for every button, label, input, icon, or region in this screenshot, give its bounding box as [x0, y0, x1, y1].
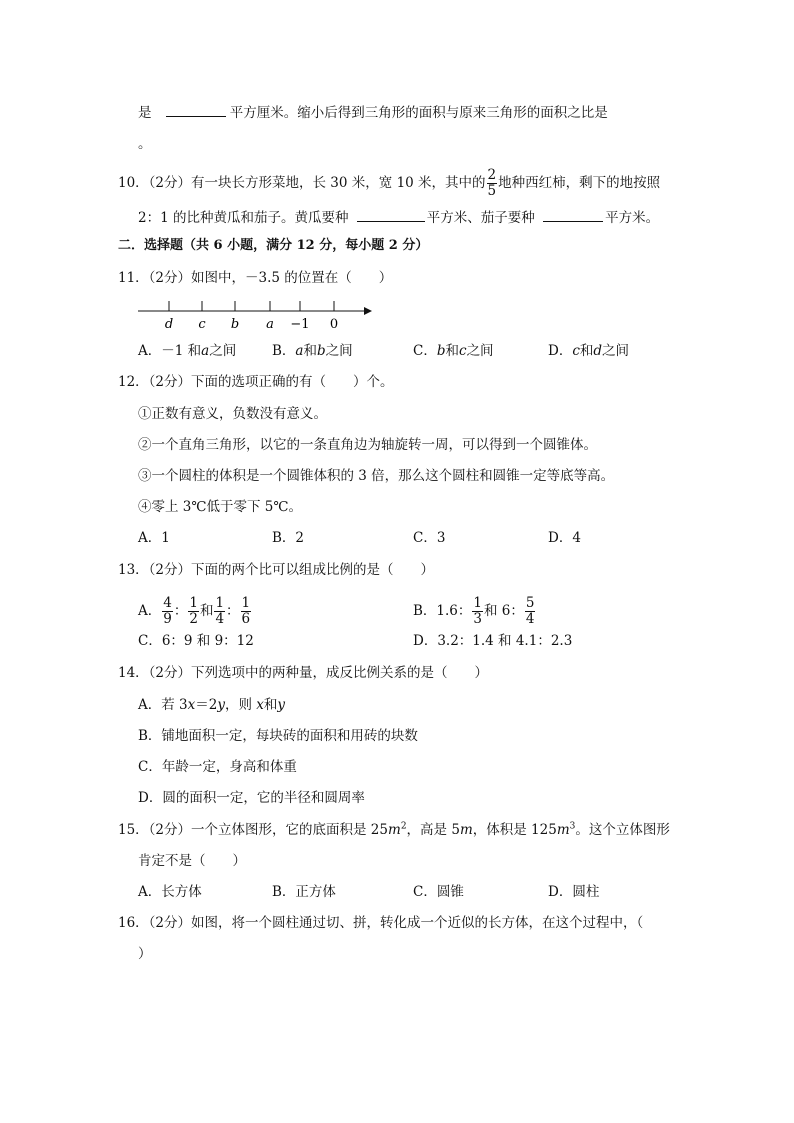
q15-option-d[interactable]: D．圆柱 [548, 884, 600, 900]
q13-option-b[interactable]: B．1.6： $\frac{1}{3}$ 和 6： $\frac{5}{4}$ [413, 595, 535, 627]
q15-option-c[interactable]: C．圆锥 [413, 884, 464, 900]
q10-line1 [118, 168, 660, 199]
q12-item-4: ④零上 3℃低于零下 5℃。 [138, 499, 302, 515]
q16-line2: ） [138, 946, 152, 962]
q14-option-d[interactable]: D．圆的面积一定，它的半径和圆周率 [138, 790, 365, 806]
q11-stem: 11．（2分）如图中，－3.5 的位置在（ ） [118, 270, 393, 286]
q10-text-4: 平方米、茄子要种 [426, 210, 535, 226]
q13-option-a[interactable]: A． $\frac{4}{9}$ ： $\frac{1}{2}$ 和 $\frac{1}{4}$ ： $\frac{1}{6}$ [138, 595, 251, 627]
q10-line2 [138, 207, 659, 228]
q16-line1: 16．（2分）如图，将一个圆柱通过切、拼，转化成一个近似的长方体，在这个过程中，（ [118, 915, 644, 931]
q15-option-b[interactable]: B．正方体 [272, 884, 336, 900]
q10-text-3: 2：1 的比种黄瓜和茄子。黄瓜要种 [138, 210, 349, 226]
q12-item-2: ②一个直角三角形，以它的一条直角边为轴旋转一周，可以得到一个圆锥体。 [138, 437, 597, 453]
q12-option-c[interactable]: C．3 [413, 530, 446, 546]
number-line-label: −1 [290, 317, 310, 332]
arrow-icon [364, 307, 372, 315]
q10-blank-cucumber[interactable] [357, 207, 425, 222]
q13-option-c[interactable]: C．6：9 和 9：12 [138, 633, 254, 649]
q9-prefix: 是 [138, 105, 152, 121]
q10-text-2: 地种西红柿，剩下的地按照 [498, 175, 661, 191]
q11-option-d[interactable]: D．c和d之间 [548, 343, 630, 359]
q9-suffix: 平方厘米。缩小后得到三角形的面积与原来三角形的面积之比是 [229, 105, 608, 121]
number-line [136, 298, 376, 332]
q12-item-3: ③一个圆柱的体积是一个圆锥体积的 3 倍，那么这个圆柱和圆锥一定等底等高。 [138, 468, 615, 484]
q10-text-1: 10．（2分）有一块长方形菜地，长 30 米，宽 10 米，其中的 [118, 175, 486, 191]
q11-option-a[interactable]: A．－1 和a之间 [138, 343, 237, 359]
q9-line2: 。 [138, 136, 152, 152]
q14-option-a[interactable]: A．若 3x＝2y，则 x和y [138, 697, 286, 713]
q11-option-c[interactable]: C．b和c之间 [413, 343, 494, 359]
q14-option-b[interactable]: B．铺地面积一定，每块砖的面积和用砖的块数 [138, 728, 418, 744]
number-line-label: 0 [329, 317, 339, 332]
q14-stem: 14．（2分）下列选项中的两种量，成反比例关系的是（ ） [118, 665, 489, 681]
q9-blank[interactable] [166, 102, 226, 117]
q15-option-a[interactable]: A．长方体 [138, 884, 202, 900]
q12-option-b[interactable]: B．2 [272, 530, 305, 546]
section-title: 二．选择题（共 6 小题，满分 12 分，每小题 2 分） [118, 238, 429, 253]
q12-item-1: ①正数有意义，负数没有意义。 [138, 406, 327, 422]
number-line-label: d [164, 317, 174, 332]
q10-blank-eggplant[interactable] [543, 207, 603, 222]
q10-text-5: 平方米。 [605, 210, 660, 226]
number-line-label: b [230, 317, 240, 332]
number-line-label: c [198, 317, 206, 332]
q11-option-b[interactable]: B．a和b之间 [272, 343, 353, 359]
q13-stem: 13．（2分）下面的两个比可以组成比例的是（ ） [118, 562, 435, 578]
q13-option-d[interactable]: D．3.2：1.4 和 4.1：2.3 [413, 633, 573, 649]
number-line-label: a [266, 317, 274, 332]
q12-option-d[interactable]: D．4 [548, 530, 581, 546]
q10-fraction: $\frac{2}{5}$ [487, 167, 497, 199]
q14-option-c[interactable]: C．年龄一定，身高和体重 [138, 759, 297, 775]
q15-line1: 15．（2分）一个立体图形，它的底面积是 $25m^2$，高是 5m，体积是 $125m^3$。这个立体图形 [118, 821, 670, 838]
q12-stem: 12．（2分）下面的选项正确的有（ ）个。 [118, 374, 394, 390]
q15-line2: 肯定不是（ ） [138, 853, 246, 869]
q9-line1 [138, 102, 608, 123]
q12-option-a[interactable]: A．1 [138, 530, 170, 546]
